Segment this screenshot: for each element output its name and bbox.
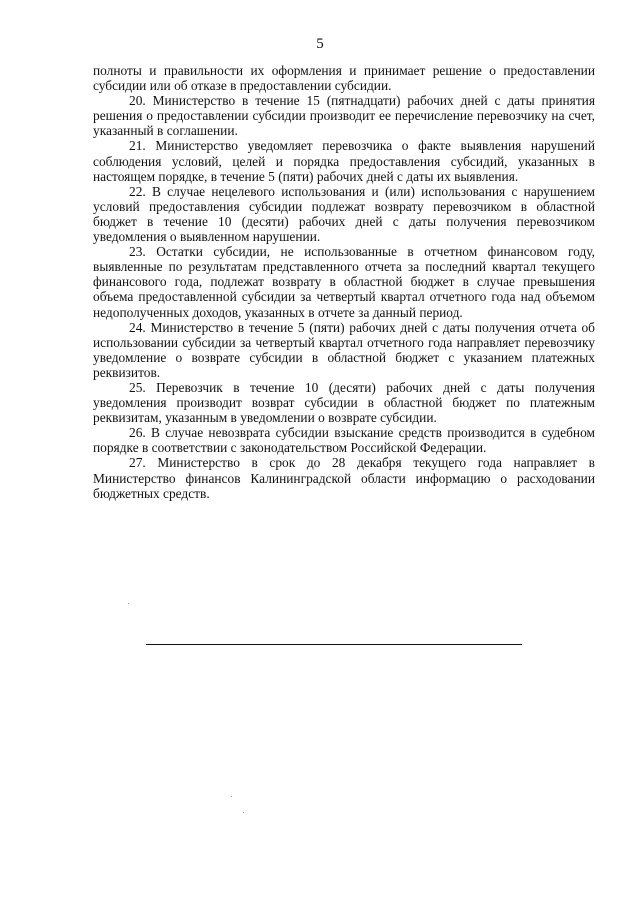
paragraph-21: 21. Министерство уведомляет перевозчика о факте выявления нарушений соблюдения условий, целей и порядка предоставления субсидий, указанных в настоящем порядке, в течение 5 (пяти) рабочих дней с даты их выявления. <box>93 138 595 184</box>
scan-speck <box>128 603 129 604</box>
paragraph-25: 25. Перевозчик в течение 10 (десяти) рабочих дней с даты получения уведомления производит возврат субсидии в областной бюджет по платежным реквизитам, указанным в уведомлении о возврате субсидии. <box>93 379 595 426</box>
scan-speck <box>231 796 232 797</box>
page-number: 5 <box>316 36 324 52</box>
paragraph-26: 26. В случае невозврата субсидии взыскание средств производится в судебном порядке в соответствии с законодательством Российской Федерации. <box>93 425 595 456</box>
paragraph-24: 24. Министерство в течение 5 (пяти) рабочих дней с даты получения отчета об использовании субсидии за четвертый квартал отчетного года направляет перевозчику уведомление о возврате субсидии в областной бюджет с указанием платежных реквизитов. <box>93 319 595 380</box>
paragraph-27: 27. Министерство в срок до 28 декабря текущего года направляет в Министерство финансов Калининградской области информацию о расходовании бюджетных средств. <box>93 455 595 501</box>
paragraph-22: 22. В случае нецелевого использования и (или) использования с нарушением условий предоставления субсидии подлежат возврату перевозчиком в областной бюджет в течение 10 (десяти) рабочих дней с даты получения перевозчиком уведомления о выявленном нарушении. <box>93 183 595 245</box>
paragraph-20: 20. Министерство в течение 15 (пятнадцати) рабочих дней с даты принятия решения о предоставлении субсидии производит ее перечисление перевозчику на счет, указанный в соглашении. <box>93 93 595 139</box>
document-body <box>93 63 595 501</box>
paragraph-23: 23. Остатки субсидии, не использованные в отчетном финансовом году, выявленные по результатам представленного отчета за последний квартал текущего финансового года, подлежат возврату в областной бюджет в случае превышения объема предоставленной субсидии за четвертый квартал отчетного года над объемом недополученных доходов, указанных в отчете за данный период. <box>93 244 595 320</box>
paragraph-continuation: полноты и правильности их оформления и принимает решение о предоставлении субсидии или об отказе в предоставлении субсидии. <box>93 63 595 94</box>
closing-horizontal-rule <box>146 644 522 645</box>
scan-speck <box>243 812 244 813</box>
